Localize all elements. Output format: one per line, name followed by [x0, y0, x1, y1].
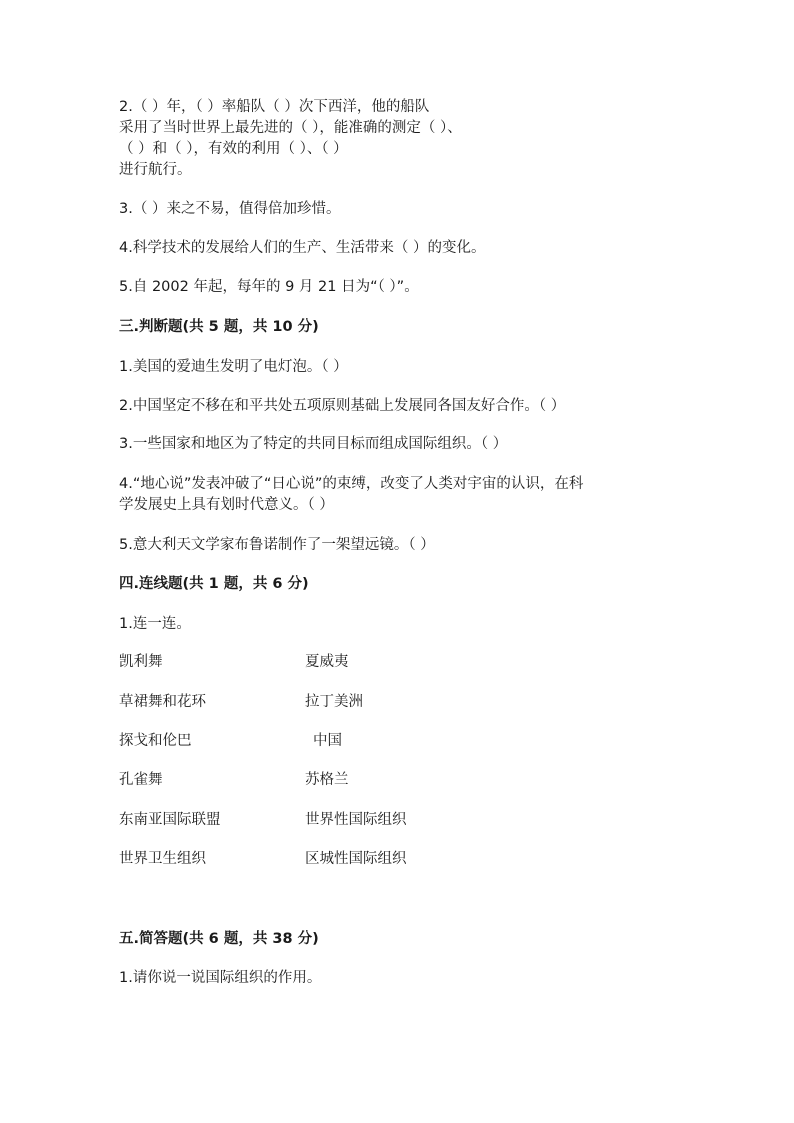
judge-q4-line1: 4.“地心说”发表冲破了“日心说”的束缚，改变了人类对宇宙的认识，在科 — [119, 476, 584, 492]
match-left-item: 探戈和伦巴 — [119, 733, 192, 749]
fill-q5: 5.自 2002 年起，每年的 9 月 21 日为“（ ）”。 — [119, 279, 419, 295]
match-right-item: 世界性国际组织 — [305, 812, 407, 828]
match-left-item: 草裙舞和花环 — [119, 694, 206, 710]
judge-q4-line2: 学发展史上具有划时代意义。（ ） — [119, 497, 334, 513]
match-left-item: 凯利舞 — [119, 654, 163, 670]
match-q1: 1.连一连。 — [119, 616, 191, 632]
judge-heading: 三.判断题(共 5 题，共 10 分) — [119, 319, 319, 335]
fill-q2-line4: 进行航行。 — [119, 162, 192, 178]
match-right-item: 中国 — [313, 733, 342, 749]
match-right-item: 区城性国际组织 — [305, 851, 407, 867]
short-answer-q1: 1.请你说一说国际组织的作用。 — [119, 970, 322, 986]
match-left-item: 孔雀舞 — [119, 772, 163, 788]
match-right-item: 夏威夷 — [305, 654, 349, 670]
match-right-item: 苏格兰 — [305, 772, 349, 788]
match-left-item: 世界卫生组织 — [119, 851, 206, 867]
match-left-item: 东南亚国际联盟 — [119, 812, 221, 828]
judge-q3: 3.一些国家和地区为了特定的共同目标而组成国际组织。（ ） — [119, 436, 508, 452]
fill-q2-line2: 采用了当时世界上最先进的（ ），能准确的测定（ ）、 — [119, 120, 462, 136]
judge-q5: 5.意大利天文学家布鲁诺制作了一架望远镜。（ ） — [119, 537, 435, 553]
match-heading: 四.连线题(共 1 题，共 6 分) — [119, 576, 309, 592]
short-answer-heading: 五.简答题(共 6 题，共 38 分) — [119, 931, 319, 947]
fill-q2-line3: （ ）和（ ），有效的利用（ ）、（ ） — [119, 141, 348, 157]
fill-q2-line1: 2.（ ）年，（ ）率船队（ ）次下西洋，他的船队 — [119, 99, 430, 115]
fill-q4: 4.科学技术的发展给人们的生产、生活带来（ ）的变化。 — [119, 240, 486, 256]
judge-q1: 1.美国的爱迪生发明了电灯泡。（ ） — [119, 359, 348, 375]
fill-q3: 3.（ ）来之不易，值得倍加珍惜。 — [119, 201, 341, 217]
judge-q2: 2.中国坚定不移在和平共处五项原则基础上发展同各国友好合作。（ ） — [119, 398, 566, 414]
match-right-item: 拉丁美洲 — [305, 694, 363, 710]
